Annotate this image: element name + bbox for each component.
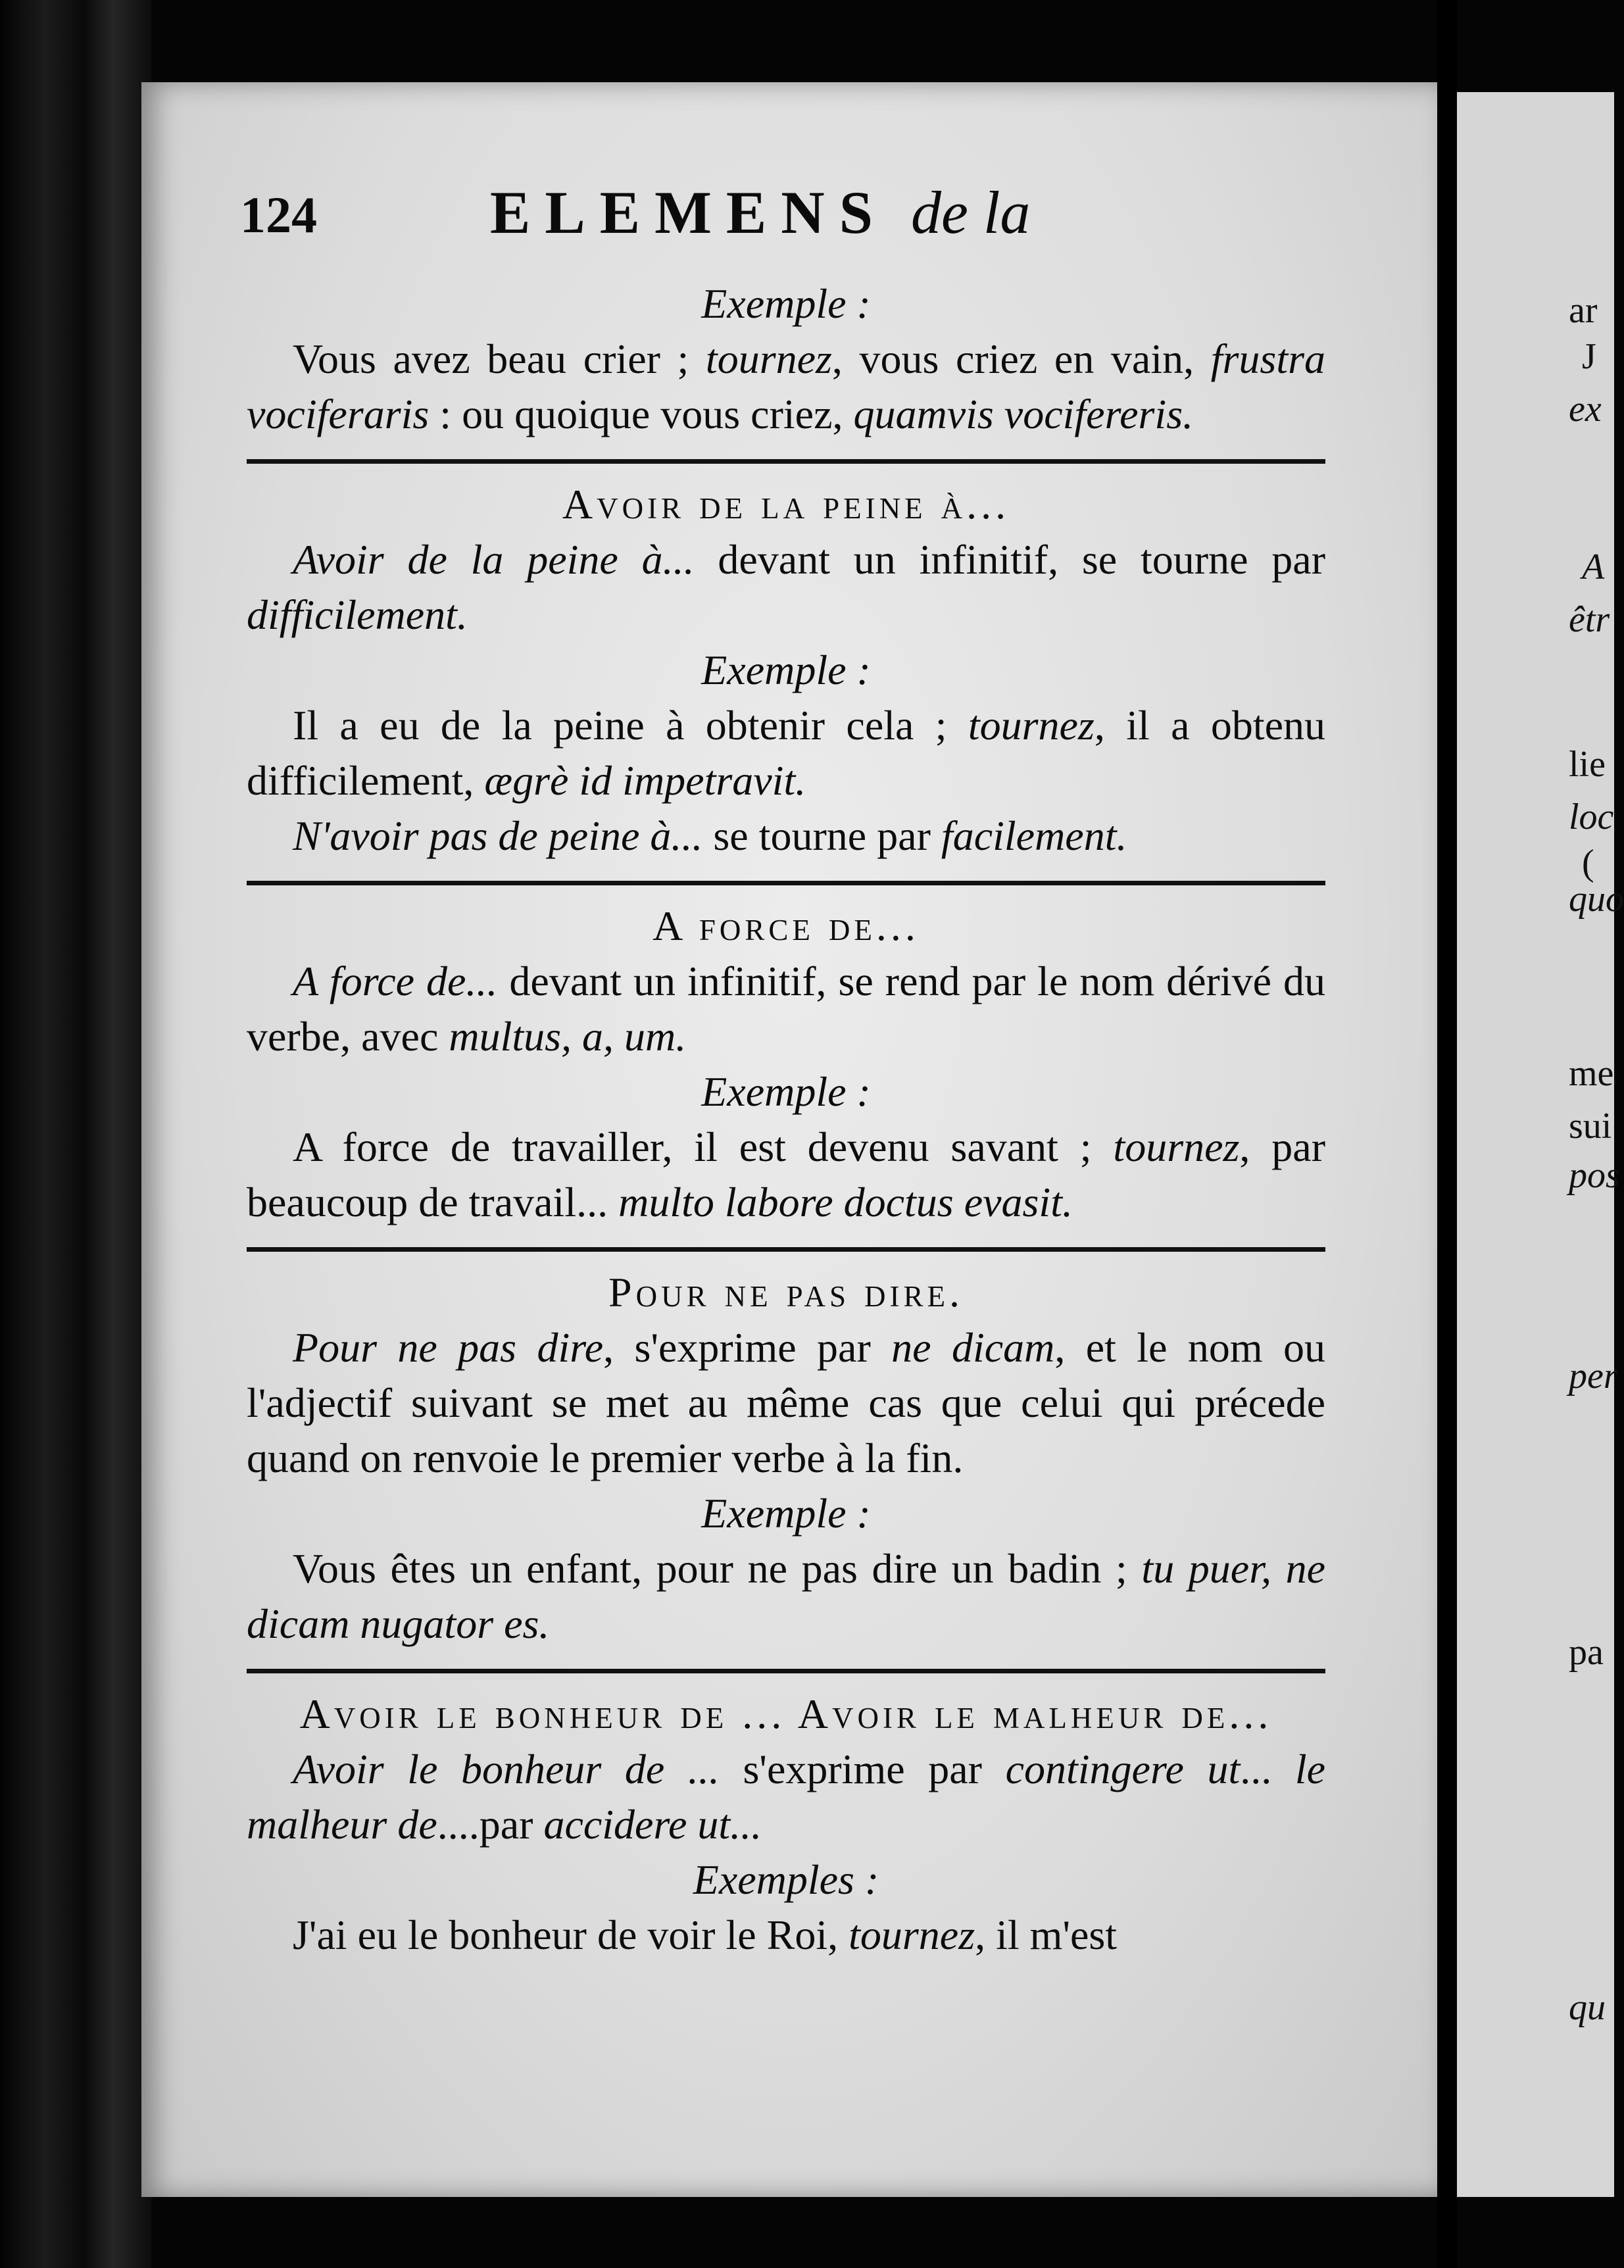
right-page-fragment: qu <box>1569 1987 1606 2028</box>
right-page-fragment: ( <box>1582 843 1594 883</box>
section-3 <box>247 1265 1325 1652</box>
text-run-italic: multus, a, um. <box>449 1013 687 1060</box>
right-page-fragment: A <box>1582 547 1605 587</box>
text-run-italic: ægrè id impetravit. <box>484 757 806 804</box>
right-page-fragment: sui <box>1569 1106 1612 1146</box>
text-run-italic: Pour ne pas dire <box>293 1324 604 1371</box>
text-run: , il a obtenu difficilement, <box>247 702 1326 804</box>
example-text <box>247 1120 1325 1230</box>
section-divider <box>247 1669 1325 1673</box>
text-run: , vous criez en vain, <box>831 335 1211 382</box>
running-title: ELEMENS <box>490 179 887 246</box>
text-run-italic: Avoir le bonheur de ... <box>293 1746 720 1792</box>
text-run: se tourne par <box>702 812 941 859</box>
page-number: 124 <box>240 186 317 243</box>
example-text <box>247 1541 1325 1652</box>
text-run-italic: A force de... <box>293 958 498 1004</box>
right-page-fragment: ex <box>1569 389 1602 430</box>
section-divider <box>247 459 1325 464</box>
section-divider <box>247 881 1325 885</box>
rule-text <box>247 1742 1325 1852</box>
text-run-italic: frustra vociferaris <box>247 335 1326 437</box>
right-page-fragment: per <box>1569 1356 1618 1396</box>
text-run-italic: quamvis vocifereris. <box>853 391 1194 437</box>
right-page-fragment: quo <box>1569 879 1624 920</box>
rule-text <box>247 808 1325 864</box>
text-run-italic: le malheur de <box>247 1746 1326 1848</box>
example-label: Exemple : <box>701 1068 871 1115</box>
example-text <box>247 332 1325 442</box>
text-run: devant un infinitif, se tourne par <box>694 536 1326 583</box>
example-text <box>247 1908 1325 1963</box>
right-page-fragment: J <box>1582 336 1596 377</box>
text-run-italic: Avoir de la peine à... <box>293 536 695 583</box>
right-page-fragment: pa <box>1569 1632 1604 1673</box>
page-gutter <box>1437 0 1457 2268</box>
text-run-italic: tu puer, ne dicam nugator es. <box>247 1545 1326 1647</box>
section-0 <box>247 276 1325 442</box>
right-page-fragment: ar <box>1569 290 1598 331</box>
text-run: , par beaucoup de travail... <box>247 1123 1325 1225</box>
running-title-italic: de la <box>911 179 1031 246</box>
right-page-edge <box>1457 92 1624 2197</box>
text-run: , et le nom ou l'adjectif suivant se met au même cas que celui qui précede quand on renvoie le premier verbe à la fin. <box>247 1324 1326 1481</box>
rule-text <box>247 532 1325 643</box>
right-page-fragment: me <box>1569 1053 1614 1094</box>
rule-text <box>247 1320 1325 1486</box>
text-run: Vous êtes un enfant, pour ne pas dire un badin ; <box>293 1545 1142 1592</box>
text-run: A force de travailler, il est devenu savant ; <box>293 1123 1114 1170</box>
text-run: : ou quoique vous criez, <box>429 391 854 437</box>
page-header <box>240 178 1358 250</box>
section-heading: Pour ne pas dire. <box>608 1269 964 1316</box>
text-run: ... <box>1240 1746 1295 1792</box>
section-heading: Avoir le bonheur de ... Avoir le malheur de... <box>299 1690 1273 1737</box>
text-run: devant un infinitif, se rend par le nom dérivé du verbe, avec <box>247 958 1326 1060</box>
text-run-italic: facilement. <box>941 812 1127 859</box>
text-run-italic: tournez <box>705 335 832 382</box>
text-run-italic: tournez <box>968 702 1095 749</box>
text-run-italic: difficilement. <box>247 591 468 638</box>
text-run-italic: N'avoir pas de peine à... <box>293 812 703 859</box>
section-divider <box>247 1247 1325 1252</box>
text-run: Vous avez beau crier ; <box>293 335 706 382</box>
text-run-italic: contingere ut <box>1005 1746 1241 1792</box>
text-run-italic: tournez <box>849 1911 975 1958</box>
text-run: , s'exprime par <box>603 1324 892 1371</box>
example-label: Exemple : <box>701 647 871 693</box>
right-page-fragment: loc <box>1569 797 1614 837</box>
example-label: Exemples : <box>693 1856 879 1903</box>
example-label: Exemple : <box>701 280 871 327</box>
text-run-italic: tournez <box>1113 1123 1240 1170</box>
page-body <box>247 276 1325 1967</box>
text-run: ....par <box>437 1801 544 1848</box>
text-run-italic: ne dicam <box>891 1324 1055 1371</box>
text-run-italic: accidere ut... <box>543 1801 762 1848</box>
text-run: J'ai eu le bonheur de voir le Roi, <box>293 1911 849 1958</box>
text-run: s'exprime par <box>719 1746 1006 1792</box>
example-label: Exemple : <box>701 1490 871 1537</box>
section-heading: A force de... <box>652 902 920 949</box>
text-run: , il m'est <box>975 1911 1118 1958</box>
right-page-fragment: lie <box>1569 744 1606 785</box>
section-4 <box>247 1687 1325 1963</box>
section-2 <box>247 899 1325 1230</box>
text-run-italic: multo labore doctus evasit. <box>618 1179 1073 1225</box>
right-page-fragment: pos <box>1569 1155 1620 1196</box>
text-run: Il a eu de la peine à obtenir cela ; <box>293 702 968 749</box>
book-spine <box>0 0 151 2268</box>
section-1 <box>247 477 1325 864</box>
rule-text <box>247 954 1325 1064</box>
example-text <box>247 698 1325 808</box>
right-page-fragment: êtr <box>1569 599 1610 640</box>
section-heading: Avoir de la peine à... <box>562 481 1010 528</box>
